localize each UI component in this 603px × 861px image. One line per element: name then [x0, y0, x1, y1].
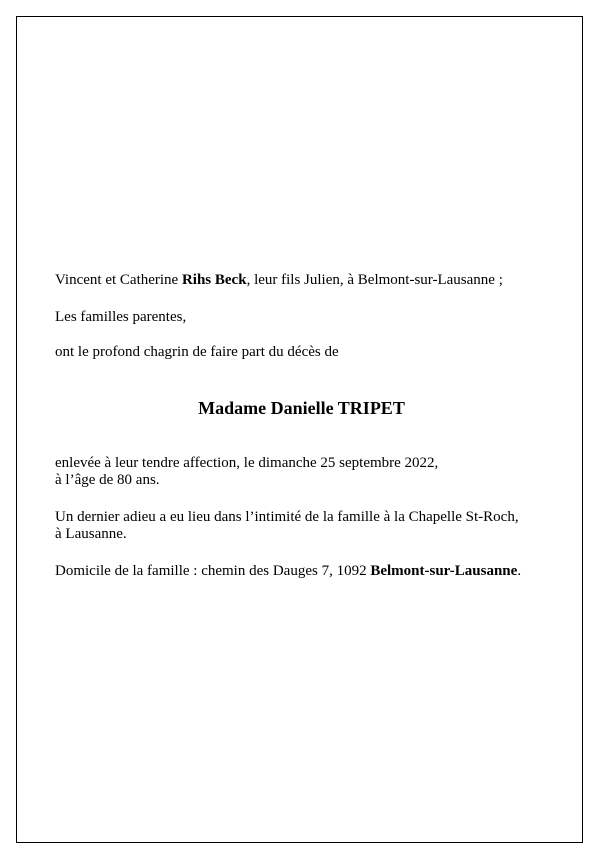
- family-line: [55, 272, 555, 289]
- farewell-line: Un dernier adieu a eu lieu dans l’intimité de la famille à la Chapelle St-Roch,: [55, 509, 519, 525]
- family-address: [55, 563, 555, 580]
- death-details: [55, 455, 555, 489]
- deceased-name: Madame Danielle TRIPET: [198, 398, 405, 418]
- farewell-place-line: à Lausanne.: [55, 526, 127, 542]
- family-line-pre: Vincent et Catherine: [55, 272, 182, 288]
- announcement-intro: ont le profond chagrin de faire part du décès de: [55, 344, 339, 360]
- address-town: Belmont-sur-Lausanne: [370, 563, 518, 579]
- address-post: .: [517, 563, 522, 579]
- family-surname: Rihs Beck: [181, 272, 247, 288]
- relatives-line: Les familles parentes,: [55, 309, 187, 325]
- page-border: [16, 16, 583, 843]
- death-date-line: enlevée à leur tendre affection, le dimanche 25 septembre 2022,: [55, 455, 439, 471]
- family-line-post: , leur fils Julien, à Belmont-sur-Lausanne ;: [246, 272, 503, 288]
- farewell-details: [55, 509, 555, 543]
- address-pre: Domicile de la famille : chemin des Dauges 7, 1092: [55, 563, 371, 579]
- age-line: à l’âge de 80 ans.: [55, 472, 160, 488]
